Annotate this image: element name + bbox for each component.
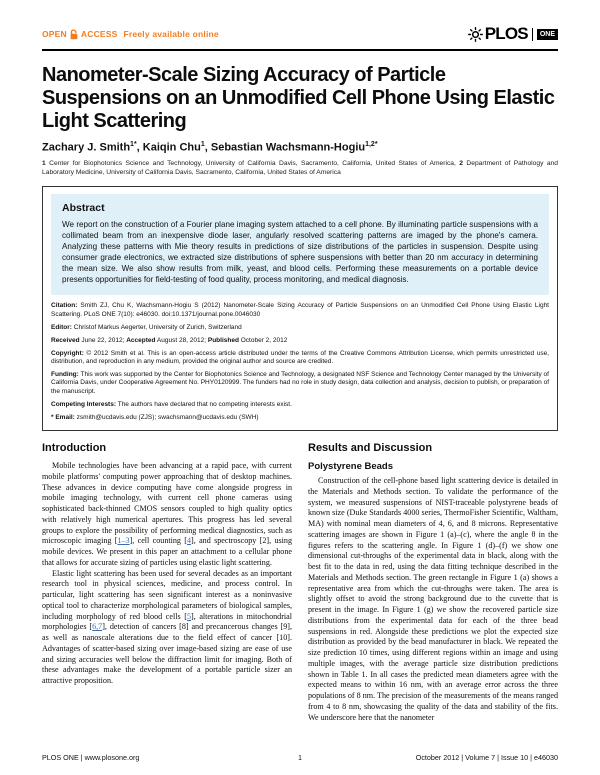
- paragraph: Mobile technologies have been advancing at a rapid pace, with current mobile platforms' computing power approaching that of desktop machines. These advances in device computing have come alongside progress in mobile imaging technology, with current cell phone cameras using sophisticated back-thinned CMOS sensors coupled to high quality optics with relatively high numerical apertures. This progress has led several groups to explore the possibility of performing medical diagnostics, such as microscopic imaging [1–3], cell counting [4], and spectroscopy [2], using mobile devices. We present in this paper an attachment to a cellular phone that allows for accurate sizing of particles using elastic light scattering.: [42, 461, 292, 567]
- reference-link[interactable]: 1–3: [117, 536, 130, 546]
- reference-link[interactable]: 4: [186, 536, 192, 546]
- journal-name-badge: ONE: [537, 29, 558, 40]
- right-column: [308, 442, 558, 754]
- reference-link[interactable]: 6,7: [92, 622, 103, 632]
- citation-label: Citation:: [51, 302, 78, 310]
- funding-label: Funding:: [51, 370, 79, 378]
- copyright-label: Copyright:: [51, 349, 84, 357]
- results-heading: Results and Discussion: [308, 442, 433, 455]
- open-access-open-label: OPEN: [42, 29, 67, 39]
- author-list: Zachary J. Smith$^{1*}$, Kaiqin Chu$^1$, Sebastian Wachsmann-Hogiu$^{1,2*}$: [42, 141, 378, 155]
- plos-gear-icon: [468, 27, 483, 42]
- page-footer: [42, 753, 558, 762]
- funding-line: [51, 371, 549, 396]
- copyright-text: © 2012 Smith et al. This is an open-access article distributed under the terms of the Creative Commons Attribution License, which permits unrestricted use, distribution, and reproduction in any medium, provided the original author and source are credited.: [51, 349, 550, 365]
- published-date: October 2, 2012: [240, 336, 288, 344]
- logo-divider: [532, 28, 533, 41]
- freely-available-label: Freely available online: [123, 29, 219, 39]
- paragraph: Elastic light scattering has been used for several decades as an important research tool in physical sciences, medicine, and process control. In particular, light scattering has seen significant interest as a noninvasive optical tool to characterize morphological parameters of biological samples, including morphology of red blood cells [5], alterations in mitochondrial morphologies [6,7], detection of cancers [8] and precancerous changes [9], as well as nanoscale alterations due to the field effect of cancer [10]. Advantages of scatter-based sizing over image-based sizing are ease of use and sizing accuracies well below the diffraction limit for imaging. Both of these advantages make the development of a portable particle sizer an attractive proposition.: [42, 568, 292, 686]
- competing-interests-text: The authors have declared that no competing interests exist.: [117, 400, 292, 408]
- abstract-text: We report on the construction of a Fourier plane imaging system attached to a cell phone. By illuminating particle suspensions with a collimated beam from an inexpensive diode laser, angularly resolved scattering patterns are imaged by the phone's camera. Analyzing these patterns with Mie theory results in predictions of size distributions of the particles in suspension. Despite using consumer grade electronics, we extracted size distributions of sphere suspensions with better than 20 nm accuracy in determining the mean size. We also show results from milk, yeast, and blood cells. Performing these measurements on a portable device presents opportunities for field-testing of food quality, process monitoring, and medical diagnosis.: [62, 219, 538, 285]
- accepted-date: August 28, 2012;: [156, 336, 207, 344]
- paragraph: Construction of the cell-phone based light scattering device is detailed in the Materials and Methods section. To validate the performance of the system, we measured suspensions of NIST-traceable polystyrene beads of known size (Duke Standards 4000 series, ThermoFisher Scientific, Waltham, MA) with nominal mean diameters of 4, 6, and 8 microns. Representative scattering images are shown in Figure 1 (a)–(c), where the angle θ in the figures refers to the scattering angle. In Figure 1 (d)–(f) we show one dimensional cut-throughs of the experimental data in black, along with the best fit to the data in red, using the data fitting technique described in the Materials and Methods section. The green rectangle in Figure 1 (a) shows a representative area from which the cut-throughs were taken. The area is slightly offset to avoid the strong background due to the cuvette that is present in the image. In Figure 1 (g) we show the recovered particle size distributions from the experimental data for each of the three bead suspensions in red. Alongside these predictions we plot the expected size distribution as provided by the bead manufacturer in black. We repeated the size prediction 10 times, using different regions within an image and using multiple images, with the average particle size distribution predictions shown in Table 1. In all cases the predicted mean diameters agree with the expected means to within 16 nm, with an average error across the three populations of 8 nm. The precision of the measurements of the means ranged from 4 to 8 nm, showcasing the quality of the data and stability of the fits. We underscore here that the nanometer: [308, 476, 558, 722]
- introduction-heading: Introduction: [42, 442, 107, 455]
- dates-line: [51, 337, 549, 345]
- article-metadata-box: [42, 186, 558, 431]
- header-rule: [42, 49, 558, 51]
- affiliations: 1 Center for Biophotonics Science and Technology, University of California Davis, Sacramento, California, United States of America, 2 Department of Pathology and Laboratory Medicine, University of California Davis, Sacramento, California, United States of America: [42, 160, 558, 177]
- copyright-line: [51, 350, 549, 367]
- received-label: Received: [51, 336, 80, 344]
- competing-interests-line: [51, 401, 549, 409]
- footer-page-number: 1: [298, 753, 302, 762]
- citation-line: [51, 302, 549, 319]
- received-date: June 22, 2012;: [81, 336, 125, 344]
- editor-text: Christof Markus Aegerter, University of Zurich, Switzerland: [73, 323, 242, 331]
- accepted-label: Accepted: [126, 336, 156, 344]
- citation-text: Smith ZJ, Chu K, Wachsmann-Hogiu S (2012) Nanometer-Scale Sizing Accuracy of Particle Suspensions on an Unmodified Cell Phone Using Elastic Light Scattering. PLoS ONE 7(10): e46030. doi:10.1371/journal.pone.0046030: [51, 302, 549, 318]
- email-label: * Email:: [51, 413, 75, 421]
- open-access-access-label: ACCESS: [80, 29, 118, 39]
- left-column: [42, 442, 292, 754]
- editor-line: [51, 324, 549, 332]
- footer-issue-info: October 2012 | Volume 7 | Issue 10 | e46030: [415, 753, 558, 762]
- footer-journal: PLOS ONE | www.plosone.org: [42, 753, 140, 762]
- email-line: [51, 414, 549, 422]
- article-title: Nanometer-Scale Sizing Accuracy of Particle Suspensions on an Unmodified Cell Phone Using Elastic Light Scattering: [42, 64, 555, 132]
- published-label: Published: [207, 336, 239, 344]
- reference-link[interactable]: 5: [186, 611, 191, 621]
- open-access-banner: [42, 29, 219, 40]
- abstract-heading: Abstract: [62, 201, 105, 214]
- plos-wordmark: PLOS: [484, 24, 528, 43]
- introduction-text: [42, 461, 292, 687]
- email-text: zsmith@ucdavis.edu (ZJS); swachsmann@ucdavis.edu (SWH): [76, 413, 259, 421]
- journal-logo: [468, 24, 558, 44]
- abstract-box: [51, 194, 549, 295]
- funding-text: This work was supported by the Center for Biophotonics Science and Technology, a designated NSF Science and Technology Center managed by the University of California Davis, under Cooperative Agreement No. PHY0120999. The funders had no role in study design, data collection and analysis, decision to publish, or preparation of the manuscript.: [51, 370, 549, 395]
- page-header: [42, 24, 558, 44]
- results-text: [308, 476, 558, 723]
- competing-interests-label: Competing Interests:: [51, 400, 117, 408]
- article-body: [42, 442, 558, 754]
- editor-label: Editor:: [51, 323, 72, 331]
- polystyrene-beads-subheading: Polystyrene Beads: [308, 461, 394, 473]
- open-lock-icon: [69, 29, 79, 40]
